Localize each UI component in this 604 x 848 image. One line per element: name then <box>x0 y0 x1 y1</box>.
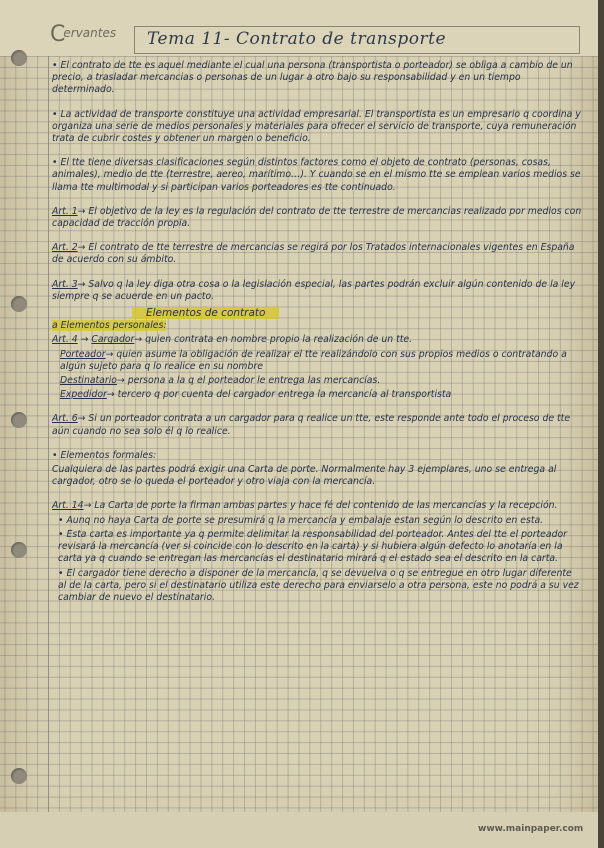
page-title: Tema 11- Contrato de transporte <box>147 29 447 49</box>
section-heading-row <box>52 307 582 320</box>
role-text: → quien contrata en nombre propio la realización de un tte. <box>134 334 413 346</box>
article-text: → Si un porteador contrata a un cargador para q realice un tte, este responde ante todo el proceso de tte aún cuando no sea solo él q lo realice. <box>52 413 571 437</box>
article-label: Art. 1 <box>52 205 78 217</box>
role-item <box>52 349 582 373</box>
intro-paragraph: • La actividad de transporte constituye una actividad empresarial. El transportista es un empresario q coordina y organiza una serie de medios personales y materiales para ofrecer el servicio de transporte, cuya remuneración trata de cubrir costes y obtener un margen o beneficio. <box>52 108 581 145</box>
article-label: Art. 4 <box>52 334 78 346</box>
binder-hole <box>11 296 27 312</box>
list-item: • Aunq no haya Carta de porte se presumirá q la mercancía y embalaje estan según lo descrito en esta. <box>58 514 544 526</box>
subsection-title: • Elementos formales: <box>52 449 157 461</box>
role-text: → quien asume la obligación de realizar el tte realizándolo con sus propios medios o contratando a algún sujeto para q lo realice en su nombre <box>60 348 567 372</box>
role-term: Destinatario <box>60 375 117 387</box>
role-item <box>52 389 582 401</box>
role-item <box>52 375 582 387</box>
binder-hole <box>11 50 27 66</box>
binder-hole <box>11 768 27 784</box>
margin-line <box>48 56 49 812</box>
role-term: Cargador <box>91 334 135 346</box>
article-text: → Salvo q la ley diga otra cosa o la legislación especial, las partes podrán excluir algún contenido de la ley siempre q se acuerde en un pacto. <box>52 278 576 302</box>
binder-hole <box>11 542 27 558</box>
article-text: → La Carta de porte la firman ambas partes y hace fé del contenido de las mercancías y la recepción. <box>83 500 558 512</box>
notes-content <box>52 60 582 812</box>
list-item: • Esta carta es importante ya q permite delimitar la responsabilidad del porteador. Antes del tte el porteador revisará la mercancía (ver si coincide con lo descrito en la carta) y si hubiera algún defecto lo anotaría en la carta ya q cuando se entregan las mercancías el destinatario mirará q el estado sea el descrito en la carta. <box>58 528 567 565</box>
article-label: Art. 2 <box>52 242 78 254</box>
role-item: Art. 4 → Cargador→ quien contrata en nombre propio la realización de un tte. <box>52 334 413 346</box>
article-paragraph <box>52 279 582 303</box>
intro-paragraph: • El contrato de tte es aquel mediante el cual una persona (transportista o porteador) se obliga a cambio de un precio, a trasladar mercancias o personas de un lugar a otro bajo su responsabilidad y en un tiempo determinado. <box>52 60 573 96</box>
role-term: Expedidor <box>60 389 107 401</box>
role-term: Porteador <box>60 348 106 360</box>
role-text: → tercero q por cuenta del cargador entrega la mercancía al transportista <box>106 389 452 401</box>
article-paragraph <box>52 206 582 230</box>
article-paragraph <box>52 413 582 437</box>
intro-paragraph: • El tte tiene diversas clasificaciones según distintos factores como el objeto de contrato (personas, cosas, animales), medio de tte (terrestre, aereo, marítimo…). Y cuando se en el mismo tte se emplean varios medios se llama tte multimodal y si participan varios porteadores es tte continuado. <box>52 157 581 193</box>
article-paragraph <box>52 500 582 512</box>
article-label: Art. 6 <box>52 413 78 425</box>
title-box <box>134 26 580 54</box>
binder-hole <box>11 412 27 428</box>
brand-logo: Cervantes <box>50 22 117 47</box>
article-label: Art. 3 <box>52 278 78 290</box>
list-item: • El cargador tiene derecho a disponer de la mercancía, q se devuelva o q se entregue en otro lugar diferente al de la carta, pero si el destinatario utiliza este derecho para enviarselo a otra persona, este no podrá a su vez cambiar de nuevo el destinatario. <box>58 567 579 603</box>
section-heading: Elementos de contrato <box>132 307 279 319</box>
article-label: Art. 14 <box>52 500 84 512</box>
subsection-title: a Elementos personales: <box>52 320 167 332</box>
article-text: → El objetivo de la ley es la regulación del contrato de tte terrestre de mercancias realizado por medios con capacidad de tracción propia. <box>52 205 582 230</box>
article-text: → El contrato de tte terrestre de mercancias se regirá por los Tratados internacionales vigentes en España de acuerdo con su ámbito. <box>52 242 575 266</box>
article-paragraph <box>52 242 582 266</box>
footer-url: www.mainpaper.com <box>478 824 584 834</box>
role-text: → persona a la q el porteador le entrega las mercancías. <box>116 375 381 387</box>
formales-text: Cualquiera de las partes podrá exigir una Carta de porte. Normalmente hay 3 ejemplares, uno se entrega al cargador, otro se lo queda el porteador y otro viaja con la mercancía. <box>52 464 557 488</box>
